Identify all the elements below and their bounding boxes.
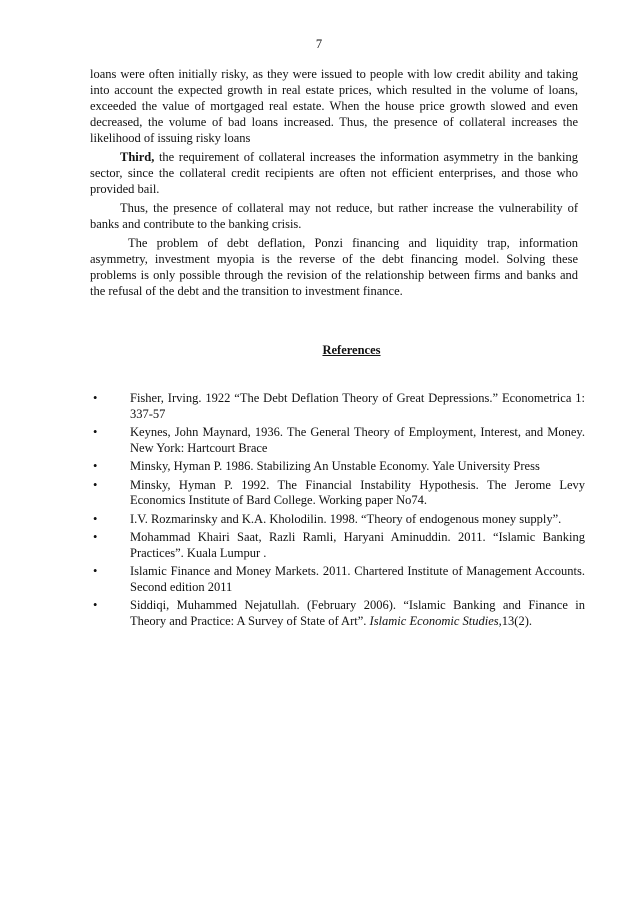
references-list <box>93 391 585 632</box>
bullet-icon: • <box>93 477 98 492</box>
reference-text: Fisher, Irving. 1922 “The Debt Deflation Theory of Great Depressions.” Econometrica 1: 337-57 <box>130 391 585 421</box>
bullet-icon: • <box>93 391 98 405</box>
body-text <box>90 66 578 302</box>
paragraph-third-point <box>90 149 578 197</box>
bullet-icon: • <box>93 598 98 612</box>
reference-item <box>93 391 585 422</box>
paragraph-third-text: the requirement of collateral increases the information asymmetry in the banking sector, since the collateral credit recipients are often not efficient enterprises, and those who provided bail. <box>90 150 578 196</box>
reference-text: Mohammad Khairi Saat, Razli Ramli, Haryani Aminuddin. 2011. “Islamic Banking Practices”. Kuala Lumpur . <box>130 530 585 560</box>
reference-text: Islamic Finance and Money Markets. 2011. Chartered Institute of Management Accounts. Second edition 2011 <box>130 564 585 594</box>
bullet-icon: • <box>93 425 98 439</box>
bullet-icon: • <box>93 530 98 544</box>
paragraph-collateral-risky-loans: loans were often initially risky, as they were issued to people with low credit ability and taking into account the expected growth in real estate prices, which resulted in the volume of loans, exceeded the value of mortgaged real estate. When the house price growth slowed and even decreased, the volume of bad loans increased. Thus, the presence of collateral increases the likelihood of issuing risky loans <box>90 67 578 145</box>
paragraph-lead-word: Third, <box>120 150 155 164</box>
reference-item <box>93 459 585 475</box>
paragraph-vulnerability: Thus, the presence of collateral may not reduce, but rather increase the vulnerability of banks and contribute to the banking crisis. <box>90 201 578 231</box>
reference-item <box>93 512 585 528</box>
reference-text-before: Siddiqi, Muhammed Nejatullah. (February 2006). “Islamic Banking and Finance in Theory and Practice: A Survey of State of Art”. <box>130 598 585 628</box>
bullet-icon: • <box>93 459 98 473</box>
reference-text: Minsky, Hyman P. 1986. Stabilizing An Unstable Economy. Yale University Press <box>130 459 540 473</box>
references-heading: References <box>322 343 381 357</box>
reference-item <box>93 564 585 595</box>
reference-item <box>93 530 585 561</box>
bullet-icon: • <box>93 564 98 578</box>
bullet-icon: • <box>93 511 98 526</box>
reference-item <box>93 598 585 629</box>
paragraph-debt-deflation: The problem of debt deflation, Ponzi financing and liquidity trap, information asymmetry, investment myopia is the reverse of the debt financing model. Solving these problems is only possible through the revision of the relationship between firms and banks and the refusal of the debt and the transition to investment finance. <box>90 236 578 298</box>
page-number: 7 <box>315 37 323 51</box>
reference-text: Keynes, John Maynard, 1936. The General Theory of Employment, Interest, and Money. New York: Hartcourt Brace <box>130 425 585 455</box>
reference-text: I.V. Rozmarinsky and K.A. Kholodilin. 1998. “Theory of endogenous money supply”. <box>130 511 562 526</box>
reference-text-after: 13(2). <box>501 613 532 628</box>
journal-title: Islamic Economic Studies, <box>369 613 502 628</box>
reference-text: Minsky, Hyman P. 1992. The Financial Instability Hypothesis. The Jerome Levy Economics Institute of Bard College. Working paper No74. <box>130 477 585 507</box>
reference-item <box>93 478 585 509</box>
reference-item <box>93 425 585 456</box>
